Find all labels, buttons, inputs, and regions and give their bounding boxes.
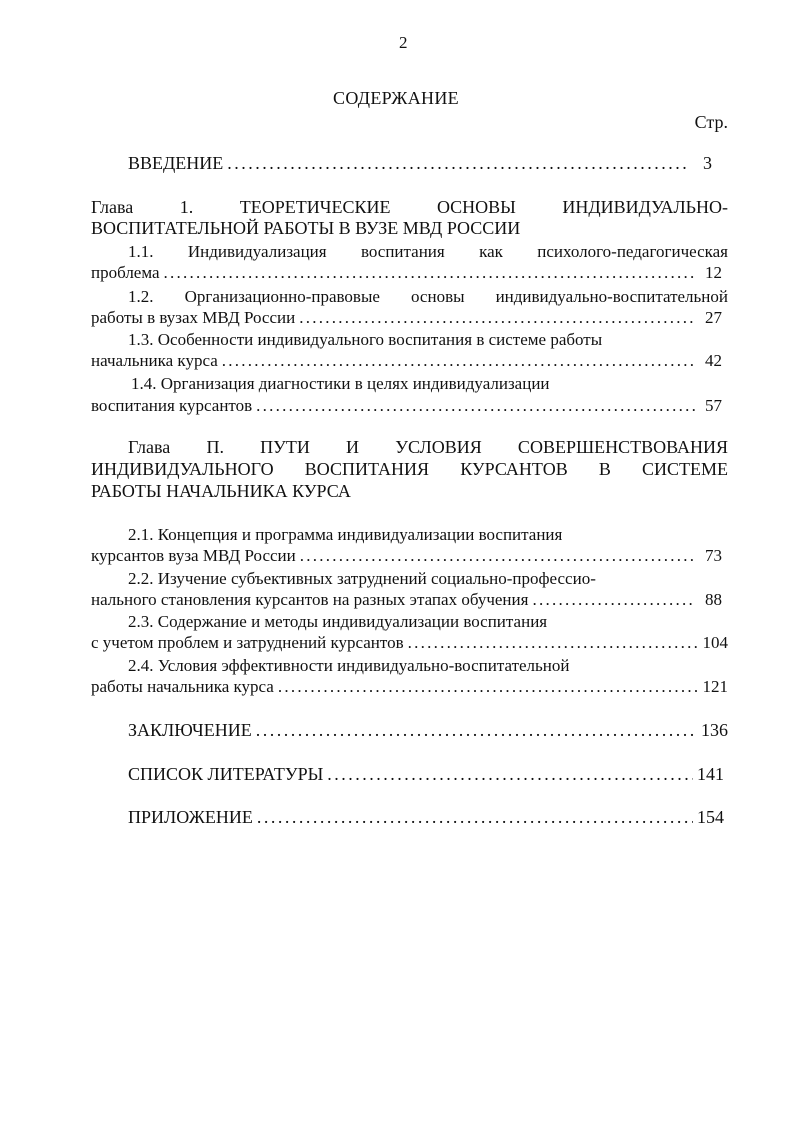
dot-leader (227, 153, 686, 174)
toc-section-2-3-line-1: 2.3. Содержание и методы индивидуализации воспитания (128, 612, 548, 631)
dot-leader (256, 396, 696, 416)
toc-section-2-4-line-1: 2.4. Условия эффективности индивидуально-воспитательной (128, 656, 570, 675)
toc-entry-page: 73 (705, 546, 722, 565)
dot-leader (222, 351, 696, 371)
toc-entry-label: проблема (91, 263, 160, 282)
toc-entry-introduction[interactable] (128, 153, 712, 174)
chapter-1-heading-line-1: Глава 1. ТЕОРЕТИЧЕСКИЕ ОСНОВЫ ИНДИВИДУАЛЬНО- (91, 197, 728, 217)
toc-section-1-4[interactable] (91, 396, 722, 416)
toc-entry-label: курсантов вуза МВД России (91, 546, 296, 565)
toc-entry-page: 12 (705, 263, 722, 282)
toc-entry-page: 136 (701, 720, 728, 740)
toc-section-1-1-line-1: 1.1. Индивидуализация воспитания как психолого-педагогическая (128, 242, 728, 261)
toc-section-2-4[interactable] (91, 677, 728, 697)
toc-section-2-1[interactable] (91, 546, 722, 566)
toc-entry-label: ПРИЛОЖЕНИЕ (128, 807, 253, 827)
chapter-2-heading-line-3: РАБОТЫ НАЧАЛЬНИКА КУРСА (91, 481, 351, 501)
toc-entry-page: 27 (705, 308, 722, 327)
toc-entry-page: 42 (705, 351, 722, 370)
chapter-1-heading-line-2: ВОСПИТАТЕЛЬНОЙ РАБОТЫ В ВУЗЕ МВД РОССИИ (91, 218, 521, 238)
toc-entry-label: воспитания курсантов (91, 396, 253, 415)
toc-section-2-1-line-1: 2.1. Концепция и программа индивидуализации воспитания (128, 525, 563, 544)
toc-entry-label: работы в вузах МВД России (91, 308, 296, 327)
toc-section-2-3[interactable] (91, 633, 728, 653)
page-title: СОДЕРЖАНИЕ (333, 88, 459, 108)
toc-entry-page: 3 (703, 153, 712, 173)
dot-leader (408, 633, 699, 653)
toc-section-1-4-line-1: 1.4. Организация диагностики в целях индивидуализации (131, 374, 550, 393)
toc-entry-conclusion[interactable] (128, 720, 728, 741)
dot-leader (300, 546, 696, 566)
toc-section-2-2-line-1: 2.2. Изучение субъективных затруднений социально-профессио- (128, 569, 596, 588)
toc-entry-page: 141 (697, 764, 724, 784)
dot-leader (164, 263, 696, 283)
toc-entry-label: ЗАКЛЮЧЕНИЕ (128, 720, 252, 740)
toc-section-2-2[interactable] (91, 590, 722, 610)
chapter-2-heading-line-2: ИНДИВИДУАЛЬНОГО ВОСПИТАНИЯ КУРСАНТОВ В СИСТЕМЕ (91, 459, 728, 479)
dot-leader (278, 677, 699, 697)
toc-entry-appendix[interactable] (128, 807, 724, 828)
page-number: 2 (399, 33, 408, 52)
toc-entry-references[interactable] (128, 764, 724, 785)
toc-entry-page: 121 (702, 677, 728, 696)
page-column-label: Стр. (694, 112, 728, 132)
toc-section-1-2[interactable] (91, 308, 722, 328)
dot-leader (327, 764, 693, 785)
chapter-2-heading-line-1: Глава П. ПУТИ И УСЛОВИЯ СОВЕРШЕНСТВОВАНИЯ (128, 437, 728, 457)
toc-section-1-3[interactable] (91, 351, 722, 371)
toc-entry-page: 88 (705, 590, 722, 609)
dot-leader (532, 590, 696, 610)
dot-leader (257, 807, 693, 828)
toc-section-1-2-line-1: 1.2. Организационно-правовые основы индивидуально-воспитательной (128, 287, 728, 306)
toc-entry-page: 154 (697, 807, 724, 827)
toc-entry-label: с учетом проблем и затруднений курсантов (91, 633, 404, 652)
toc-entry-label: начальника курса (91, 351, 218, 370)
toc-entry-label: работы начальника курса (91, 677, 274, 696)
dot-leader (299, 308, 696, 328)
toc-entry-label: ВВЕДЕНИЕ (128, 153, 224, 173)
toc-entry-label: СПИСОК ЛИТЕРАТУРЫ (128, 764, 324, 784)
toc-entry-label: нального становления курсантов на разных этапах обучения (91, 590, 529, 609)
toc-section-1-3-line-1: 1.3. Особенности индивидуального воспитания в системе работы (128, 330, 603, 349)
toc-section-1-1[interactable] (91, 263, 722, 283)
toc-entry-page: 104 (702, 633, 728, 652)
toc-entry-page: 57 (705, 396, 722, 415)
dot-leader (256, 720, 697, 741)
